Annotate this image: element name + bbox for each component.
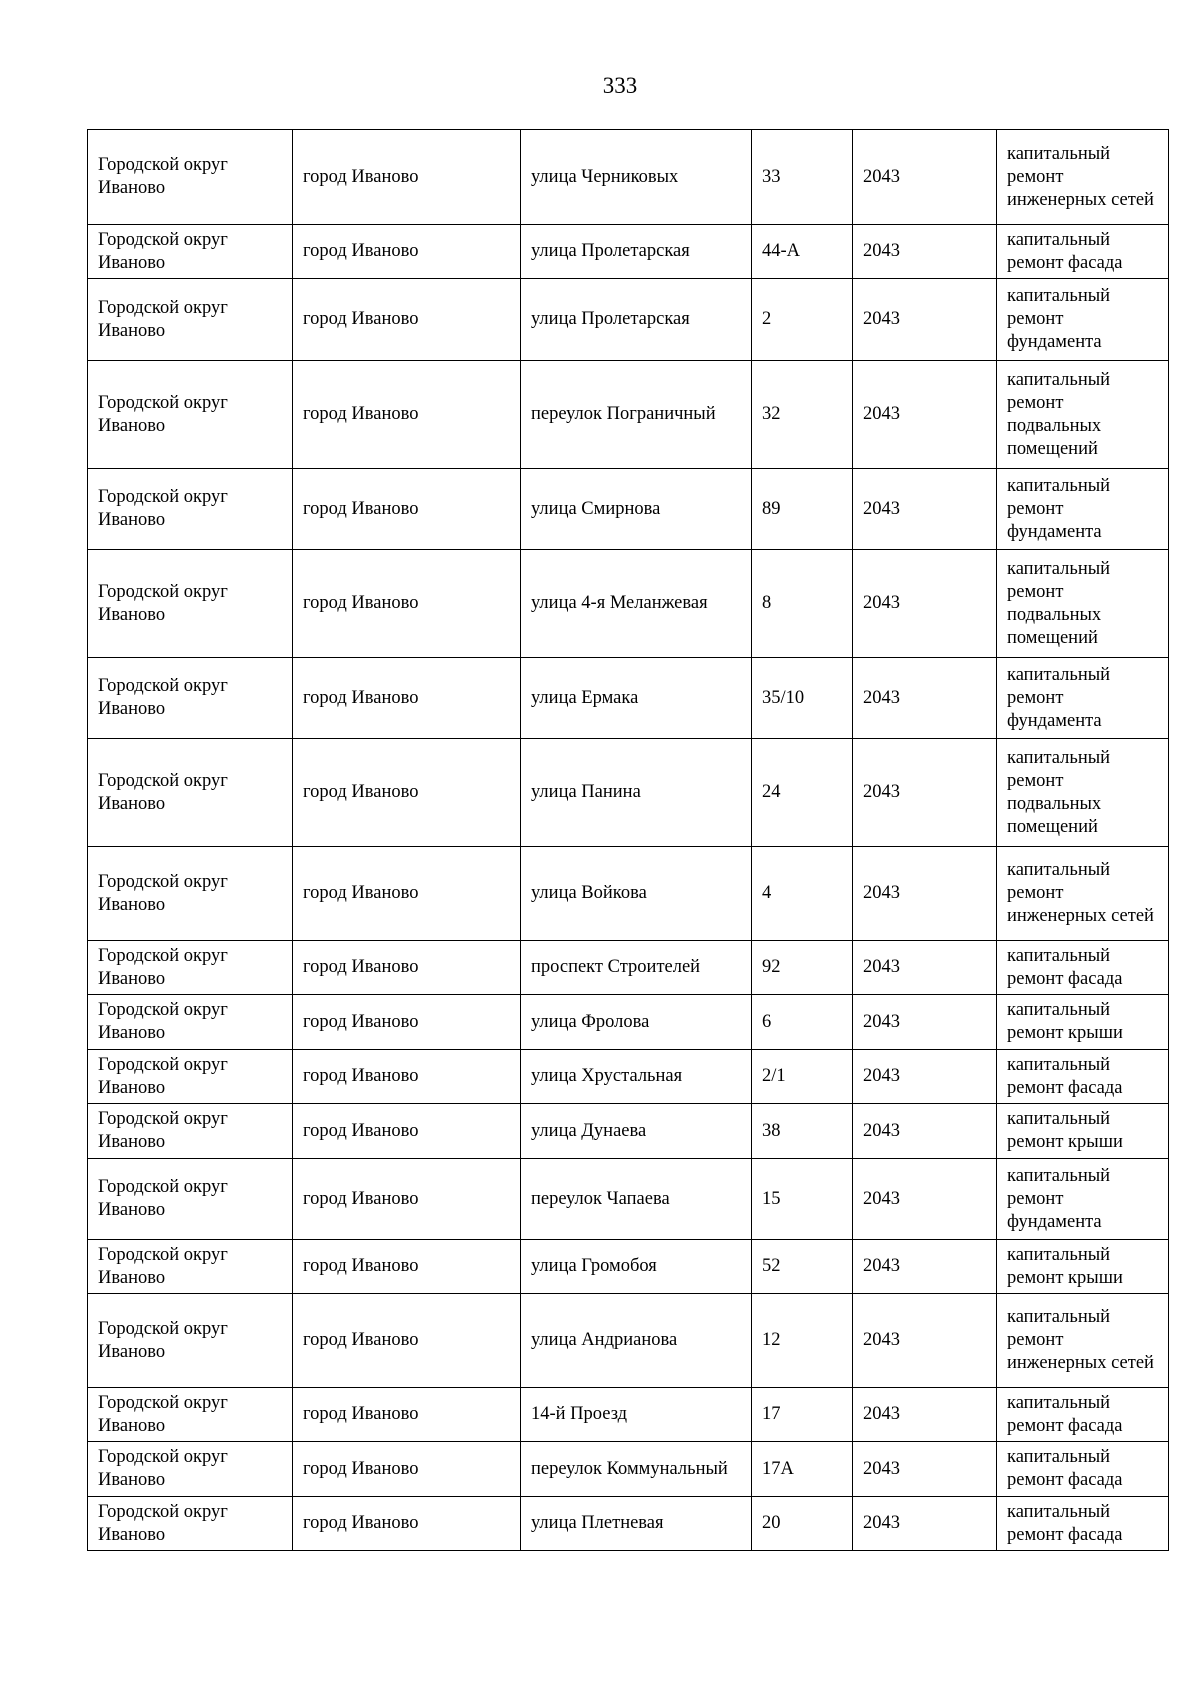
table-row [88, 130, 1169, 225]
district-cell: Городской округ Иваново [88, 1104, 293, 1159]
street-cell: улица Андрианова [521, 1294, 752, 1388]
street-cell: улица Громобоя [521, 1240, 752, 1294]
year-cell: 2043 [853, 130, 997, 225]
house-cell: 2 [752, 279, 853, 361]
city-cell: город Иваново [293, 361, 521, 469]
district-cell: Городской округ Иваново [88, 550, 293, 658]
table-row [88, 739, 1169, 847]
table-row [88, 1294, 1169, 1388]
city-cell: город Иваново [293, 739, 521, 847]
city-cell: город Иваново [293, 1388, 521, 1442]
city-cell: город Иваново [293, 279, 521, 361]
city-cell: город Иваново [293, 1104, 521, 1159]
house-cell: 15 [752, 1159, 853, 1240]
house-cell: 2/1 [752, 1050, 853, 1104]
table-row [88, 941, 1169, 995]
table-row [88, 225, 1169, 279]
street-cell: улица Войкова [521, 847, 752, 941]
city-cell: город Иваново [293, 1159, 521, 1240]
year-cell: 2043 [853, 1497, 997, 1551]
work-type-cell: капитальный ремонт фасада [997, 1497, 1169, 1551]
year-cell: 2043 [853, 1159, 997, 1240]
district-cell: Городской округ Иваново [88, 225, 293, 279]
city-cell: город Иваново [293, 658, 521, 739]
district-cell: Городской округ Иваново [88, 1159, 293, 1240]
house-cell: 33 [752, 130, 853, 225]
house-cell: 20 [752, 1497, 853, 1551]
work-type-cell: капитальный ремонт фундамента [997, 469, 1169, 550]
table-row [88, 658, 1169, 739]
city-cell: город Иваново [293, 1442, 521, 1497]
work-type-cell: капитальный ремонт фасада [997, 941, 1169, 995]
district-cell: Городской округ Иваново [88, 1497, 293, 1551]
city-cell: город Иваново [293, 550, 521, 658]
district-cell: Городской округ Иваново [88, 1294, 293, 1388]
year-cell: 2043 [853, 225, 997, 279]
work-type-cell: капитальный ремонт фасада [997, 1442, 1169, 1497]
work-type-cell: капитальный ремонт подвальных помещений [997, 739, 1169, 847]
work-type-cell: капитальный ремонт подвальных помещений [997, 361, 1169, 469]
year-cell: 2043 [853, 847, 997, 941]
table-row [88, 1388, 1169, 1442]
street-cell: переулок Пограничный [521, 361, 752, 469]
year-cell: 2043 [853, 1050, 997, 1104]
work-type-cell: капитальный ремонт крыши [997, 1240, 1169, 1294]
city-cell: город Иваново [293, 847, 521, 941]
street-cell: проспект Строителей [521, 941, 752, 995]
street-cell: улица Дунаева [521, 1104, 752, 1159]
work-type-cell: капитальный ремонт фундамента [997, 279, 1169, 361]
street-cell: улица Плетневая [521, 1497, 752, 1551]
street-cell: улица Пролетарская [521, 279, 752, 361]
street-cell: 14-й Проезд [521, 1388, 752, 1442]
year-cell: 2043 [853, 550, 997, 658]
house-cell: 6 [752, 995, 853, 1050]
house-cell: 89 [752, 469, 853, 550]
year-cell: 2043 [853, 1294, 997, 1388]
street-cell: улица Фролова [521, 995, 752, 1050]
district-cell: Городской округ Иваново [88, 469, 293, 550]
year-cell: 2043 [853, 995, 997, 1050]
street-cell: переулок Коммунальный [521, 1442, 752, 1497]
year-cell: 2043 [853, 1388, 997, 1442]
street-cell: улица Пролетарская [521, 225, 752, 279]
table-row [88, 1442, 1169, 1497]
work-type-cell: капитальный ремонт инженерных сетей [997, 130, 1169, 225]
district-cell: Городской округ Иваново [88, 361, 293, 469]
year-cell: 2043 [853, 279, 997, 361]
city-cell: город Иваново [293, 1497, 521, 1551]
work-type-cell: капитальный ремонт фундамента [997, 658, 1169, 739]
district-cell: Городской округ Иваново [88, 279, 293, 361]
district-cell: Городской округ Иваново [88, 130, 293, 225]
house-cell: 32 [752, 361, 853, 469]
city-cell: город Иваново [293, 1240, 521, 1294]
street-cell: улица Ермака [521, 658, 752, 739]
repair-schedule-table [87, 129, 1169, 1551]
year-cell: 2043 [853, 361, 997, 469]
year-cell: 2043 [853, 469, 997, 550]
street-cell: улица Панина [521, 739, 752, 847]
house-cell: 12 [752, 1294, 853, 1388]
street-cell: переулок Чапаева [521, 1159, 752, 1240]
house-cell: 38 [752, 1104, 853, 1159]
year-cell: 2043 [853, 658, 997, 739]
house-cell: 52 [752, 1240, 853, 1294]
city-cell: город Иваново [293, 1294, 521, 1388]
work-type-cell: капитальный ремонт инженерных сетей [997, 1294, 1169, 1388]
work-type-cell: капитальный ремонт подвальных помещений [997, 550, 1169, 658]
year-cell: 2043 [853, 941, 997, 995]
street-cell: улица Черниковых [521, 130, 752, 225]
house-cell: 17 [752, 1388, 853, 1442]
house-cell: 35/10 [752, 658, 853, 739]
city-cell: город Иваново [293, 469, 521, 550]
work-type-cell: капитальный ремонт фасада [997, 1050, 1169, 1104]
work-type-cell: капитальный ремонт крыши [997, 1104, 1169, 1159]
district-cell: Городской округ Иваново [88, 1050, 293, 1104]
house-cell: 92 [752, 941, 853, 995]
work-type-cell: капитальный ремонт фасада [997, 1388, 1169, 1442]
table-row [88, 995, 1169, 1050]
city-cell: город Иваново [293, 995, 521, 1050]
year-cell: 2043 [853, 739, 997, 847]
work-type-cell: капитальный ремонт крыши [997, 995, 1169, 1050]
district-cell: Городской округ Иваново [88, 658, 293, 739]
house-cell: 4 [752, 847, 853, 941]
district-cell: Городской округ Иваново [88, 995, 293, 1050]
table-row [88, 1104, 1169, 1159]
table-row [88, 279, 1169, 361]
year-cell: 2043 [853, 1442, 997, 1497]
city-cell: город Иваново [293, 941, 521, 995]
district-cell: Городской округ Иваново [88, 1240, 293, 1294]
district-cell: Городской округ Иваново [88, 739, 293, 847]
year-cell: 2043 [853, 1104, 997, 1159]
house-cell: 44-А [752, 225, 853, 279]
house-cell: 8 [752, 550, 853, 658]
city-cell: город Иваново [293, 130, 521, 225]
table-row [88, 1240, 1169, 1294]
year-cell: 2043 [853, 1240, 997, 1294]
district-cell: Городской округ Иваново [88, 847, 293, 941]
table-row [88, 361, 1169, 469]
street-cell: улица Хрустальная [521, 1050, 752, 1104]
table-row [88, 1050, 1169, 1104]
district-cell: Городской округ Иваново [88, 1388, 293, 1442]
work-type-cell: капитальный ремонт фасада [997, 225, 1169, 279]
work-type-cell: капитальный ремонт инженерных сетей [997, 847, 1169, 941]
district-cell: Городской округ Иваново [88, 941, 293, 995]
table-row [88, 550, 1169, 658]
street-cell: улица Смирнова [521, 469, 752, 550]
city-cell: город Иваново [293, 225, 521, 279]
district-cell: Городской округ Иваново [88, 1442, 293, 1497]
table-row [88, 469, 1169, 550]
street-cell: улица 4-я Меланжевая [521, 550, 752, 658]
work-type-cell: капитальный ремонт фундамента [997, 1159, 1169, 1240]
house-cell: 24 [752, 739, 853, 847]
table-row [88, 1159, 1169, 1240]
page-number: 333 [602, 73, 638, 98]
table-row [88, 847, 1169, 941]
house-cell: 17А [752, 1442, 853, 1497]
city-cell: город Иваново [293, 1050, 521, 1104]
table-row [88, 1497, 1169, 1551]
